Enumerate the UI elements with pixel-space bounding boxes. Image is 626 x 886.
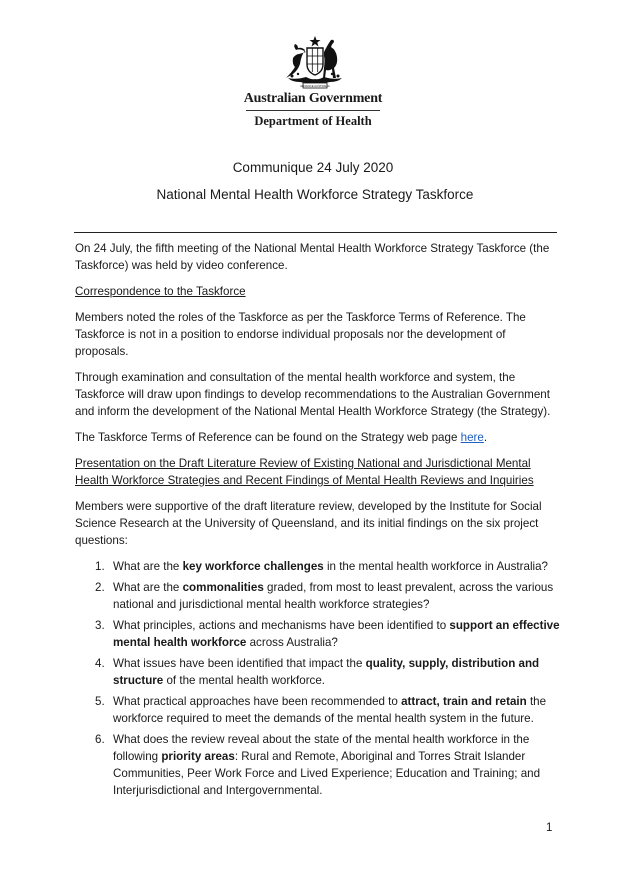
page-number: 1: [546, 822, 553, 834]
department-title: Department of Health: [254, 114, 372, 128]
government-title: Australian Government: [243, 91, 383, 106]
project-question-item: [75, 617, 560, 651]
question-text-end: of the mental health workforce.: [163, 674, 326, 687]
question-emphasis: key workforce challenges: [182, 560, 324, 573]
project-question-item: [75, 693, 560, 727]
crest-motto: ADVANCE AUSTRALIA: [300, 84, 330, 88]
question-emphasis: commonalities: [182, 581, 264, 594]
government-title-rule: [246, 110, 380, 111]
question-text-end: in the mental health workforce in Australia?: [323, 560, 549, 573]
question-text: What principles, actions and mechanisms have been identified to: [113, 619, 450, 632]
question-text-end: graded, from most to least prevalent, across the various national and jurisdictional mental health workforce strategies?: [113, 581, 554, 611]
project-question-item: [75, 579, 560, 613]
question-emphasis: support an effective mental health workforce: [113, 619, 560, 649]
question-number: 4.: [95, 657, 105, 670]
terms-reference-text: The Taskforce Terms of Reference can be found on the Strategy web page: [75, 431, 461, 444]
correspondence-paragraph-3: [75, 429, 560, 446]
question-text-end: : Rural and Remote, Aboriginal and Torres Strait Islander Communities, Peer Work Force and Lived Experience; Education and Training; and Interjurisdictional and Intergovernmental.: [113, 750, 541, 797]
taskforce-heading: National Mental Health Workforce Strategy Taskforce: [156, 187, 474, 202]
correspondence-paragraph-1: Members noted the roles of the Taskforce as per the Taskforce Terms of Reference. The Taskforce is not in a position to endorse individual proposals nor the development of proposals.: [75, 311, 526, 358]
question-number: 6.: [95, 733, 105, 746]
section-correspondence-title: Correspondence to the Taskforce: [75, 285, 246, 298]
question-emphasis: priority areas: [161, 750, 235, 763]
question-number: 1.: [95, 560, 105, 573]
question-text: What are the: [113, 581, 183, 594]
question-text: What does the review reveal about the state of the mental health workforce in the following: [113, 733, 530, 763]
question-number: 2.: [95, 581, 105, 594]
project-question-item: [75, 655, 560, 689]
literature-review-paragraph: Members were supportive of the draft literature review, developed by the Institute for Social Science Research at the University of Queensland, and its initial findings on the six project questions:: [75, 500, 542, 547]
heading-divider: [74, 232, 557, 233]
question-text-end: the workforce required to meet the demands of the mental health system in the future.: [113, 695, 547, 725]
project-question-item: [75, 731, 560, 799]
coat-of-arms-icon: [276, 34, 354, 90]
terms-reference-suffix: .: [483, 431, 488, 444]
question-emphasis: attract, train and retain: [401, 695, 527, 708]
question-number: 3.: [95, 619, 105, 632]
project-questions-list: [75, 558, 560, 799]
question-text: What issues have been identified that impact the: [113, 657, 366, 670]
intro-paragraph: On 24 July, the fifth meeting of the National Mental Health Workforce Strategy Taskforce (the Taskforce) was held by video conference.: [75, 242, 550, 272]
project-question-item: [75, 558, 560, 575]
question-number: 5.: [95, 695, 105, 708]
section-literature-review-title: Presentation on the Draft Literature Review of Existing National and Jurisdictional Mental Health Workforce Strategies and Recent Findings of Mental Health Reviews and Inquiries: [75, 457, 534, 487]
document-body: [75, 240, 560, 803]
communique-heading: Communique 24 July 2020: [232, 160, 394, 175]
strategy-web-page-link[interactable]: here: [460, 431, 484, 444]
question-text-end: across Australia?: [246, 636, 338, 649]
question-text: What are the: [113, 560, 183, 573]
question-emphasis: quality, supply, distribution and structure: [113, 657, 540, 687]
correspondence-paragraph-2: Through examination and consultation of the mental health workforce and system, the Taskforce will draw upon findings to develop recommendations to the Australian Government and inform the development of the National Mental Health Workforce Strategy (the Strategy).: [75, 371, 551, 418]
question-text: What practical approaches have been recommended to: [113, 695, 402, 708]
